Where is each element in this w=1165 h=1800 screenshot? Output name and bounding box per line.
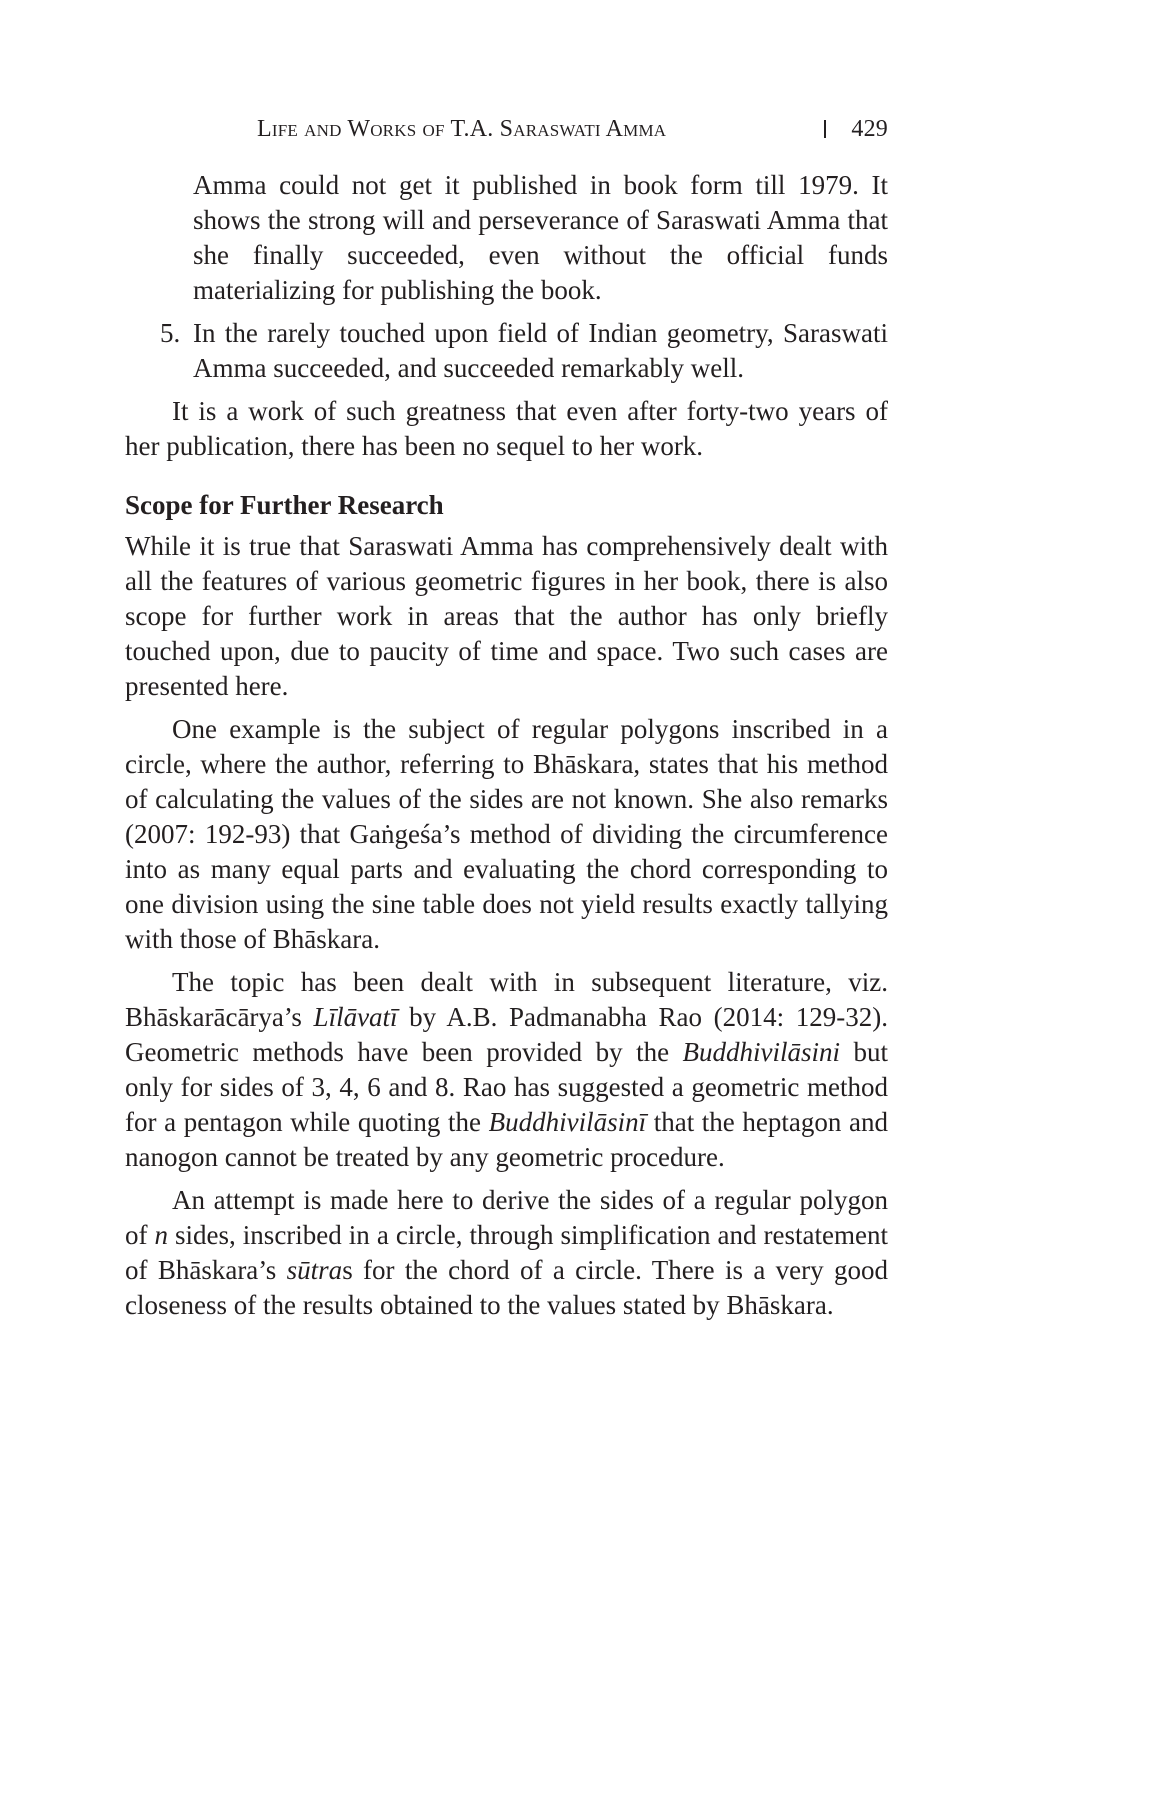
text-run: s for the chord of a circle. There is a very good closeness of the results obtained to the values stated by Bhāskara. (125, 1255, 888, 1320)
paragraph-topic (125, 965, 888, 1175)
paragraph-attempt (125, 1183, 888, 1323)
text-run: that the heptagon and nanogon cannot be treated by any geometric procedure. (125, 1107, 888, 1172)
list-item-continuation: Amma could not get it published in book form till 1979. It shows the strong will and perseverance of Saraswati Amma that she finally succeeded, even without the official funds materializing for publishing the book. (193, 170, 888, 305)
running-title: Life and Works of T.A. Saraswati Amma (257, 116, 667, 142)
running-head (125, 110, 888, 150)
italic-title-buddhivilasini: Buddhivilāsini (682, 1037, 841, 1067)
paragraph-scope: While it is true that Saraswati Amma has comprehensively dealt with all the features of various geometric figures in her book, there is also scope for further work in areas that the author has only briefly touched upon, due to paucity of time and space. Two such cases are presented here. (125, 531, 888, 701)
text-run: by A.B. Padmanabha Rao (2014: 129-32). Geometric methods have been provided by the (125, 1002, 888, 1067)
header-separator (824, 120, 826, 138)
italic-title-buddhivilasini: Buddhivilāsinī (488, 1107, 647, 1137)
list-number: 5. (160, 318, 181, 348)
text-run: An attempt is made here to derive the sides of a regular polygon of (125, 1185, 888, 1250)
text-run: sides, inscribed in a circle, through simplification and restatement of Bhāskara’s (125, 1220, 888, 1285)
paragraph-example: One example is the subject of regular polygons inscribed in a circle, where the author, referring to Bhāskara, states that his method of calculating the values of the sides are not known. She also remarks (2007: 192-93) that Gaṅgeśa’s method of dividing the circumference into as many equal parts and evaluating the chord corresponding to one division using the sine table does not yield results exactly tallying with those of Bhāskara. (125, 714, 888, 954)
italic-term-sutra: sūtra (286, 1255, 343, 1285)
page-number: 429 (851, 116, 888, 142)
italic-title-lilavati: Līlāvatī (313, 1002, 398, 1032)
list-item-text: In the rarely touched upon field of Indian geometry, Saraswati Amma succeeded, and succeeded remarkably well. (193, 318, 888, 383)
text-run: but only for sides of 3, 4, 6 and 8. Rao has suggested a geometric method for a pentagon while quoting the (125, 1037, 888, 1137)
section-heading: Scope for Further Research (125, 490, 444, 520)
text-run: The topic has been dealt with in subsequent literature, viz. Bhāskarācārya’s (125, 967, 888, 1032)
list-item-5 (125, 316, 888, 386)
page-body (125, 168, 888, 1323)
italic-variable-n: n (154, 1220, 169, 1250)
paragraph-greatness: It is a work of such greatness that even after forty-two years of her publication, there has been no sequel to her work. (125, 396, 888, 461)
